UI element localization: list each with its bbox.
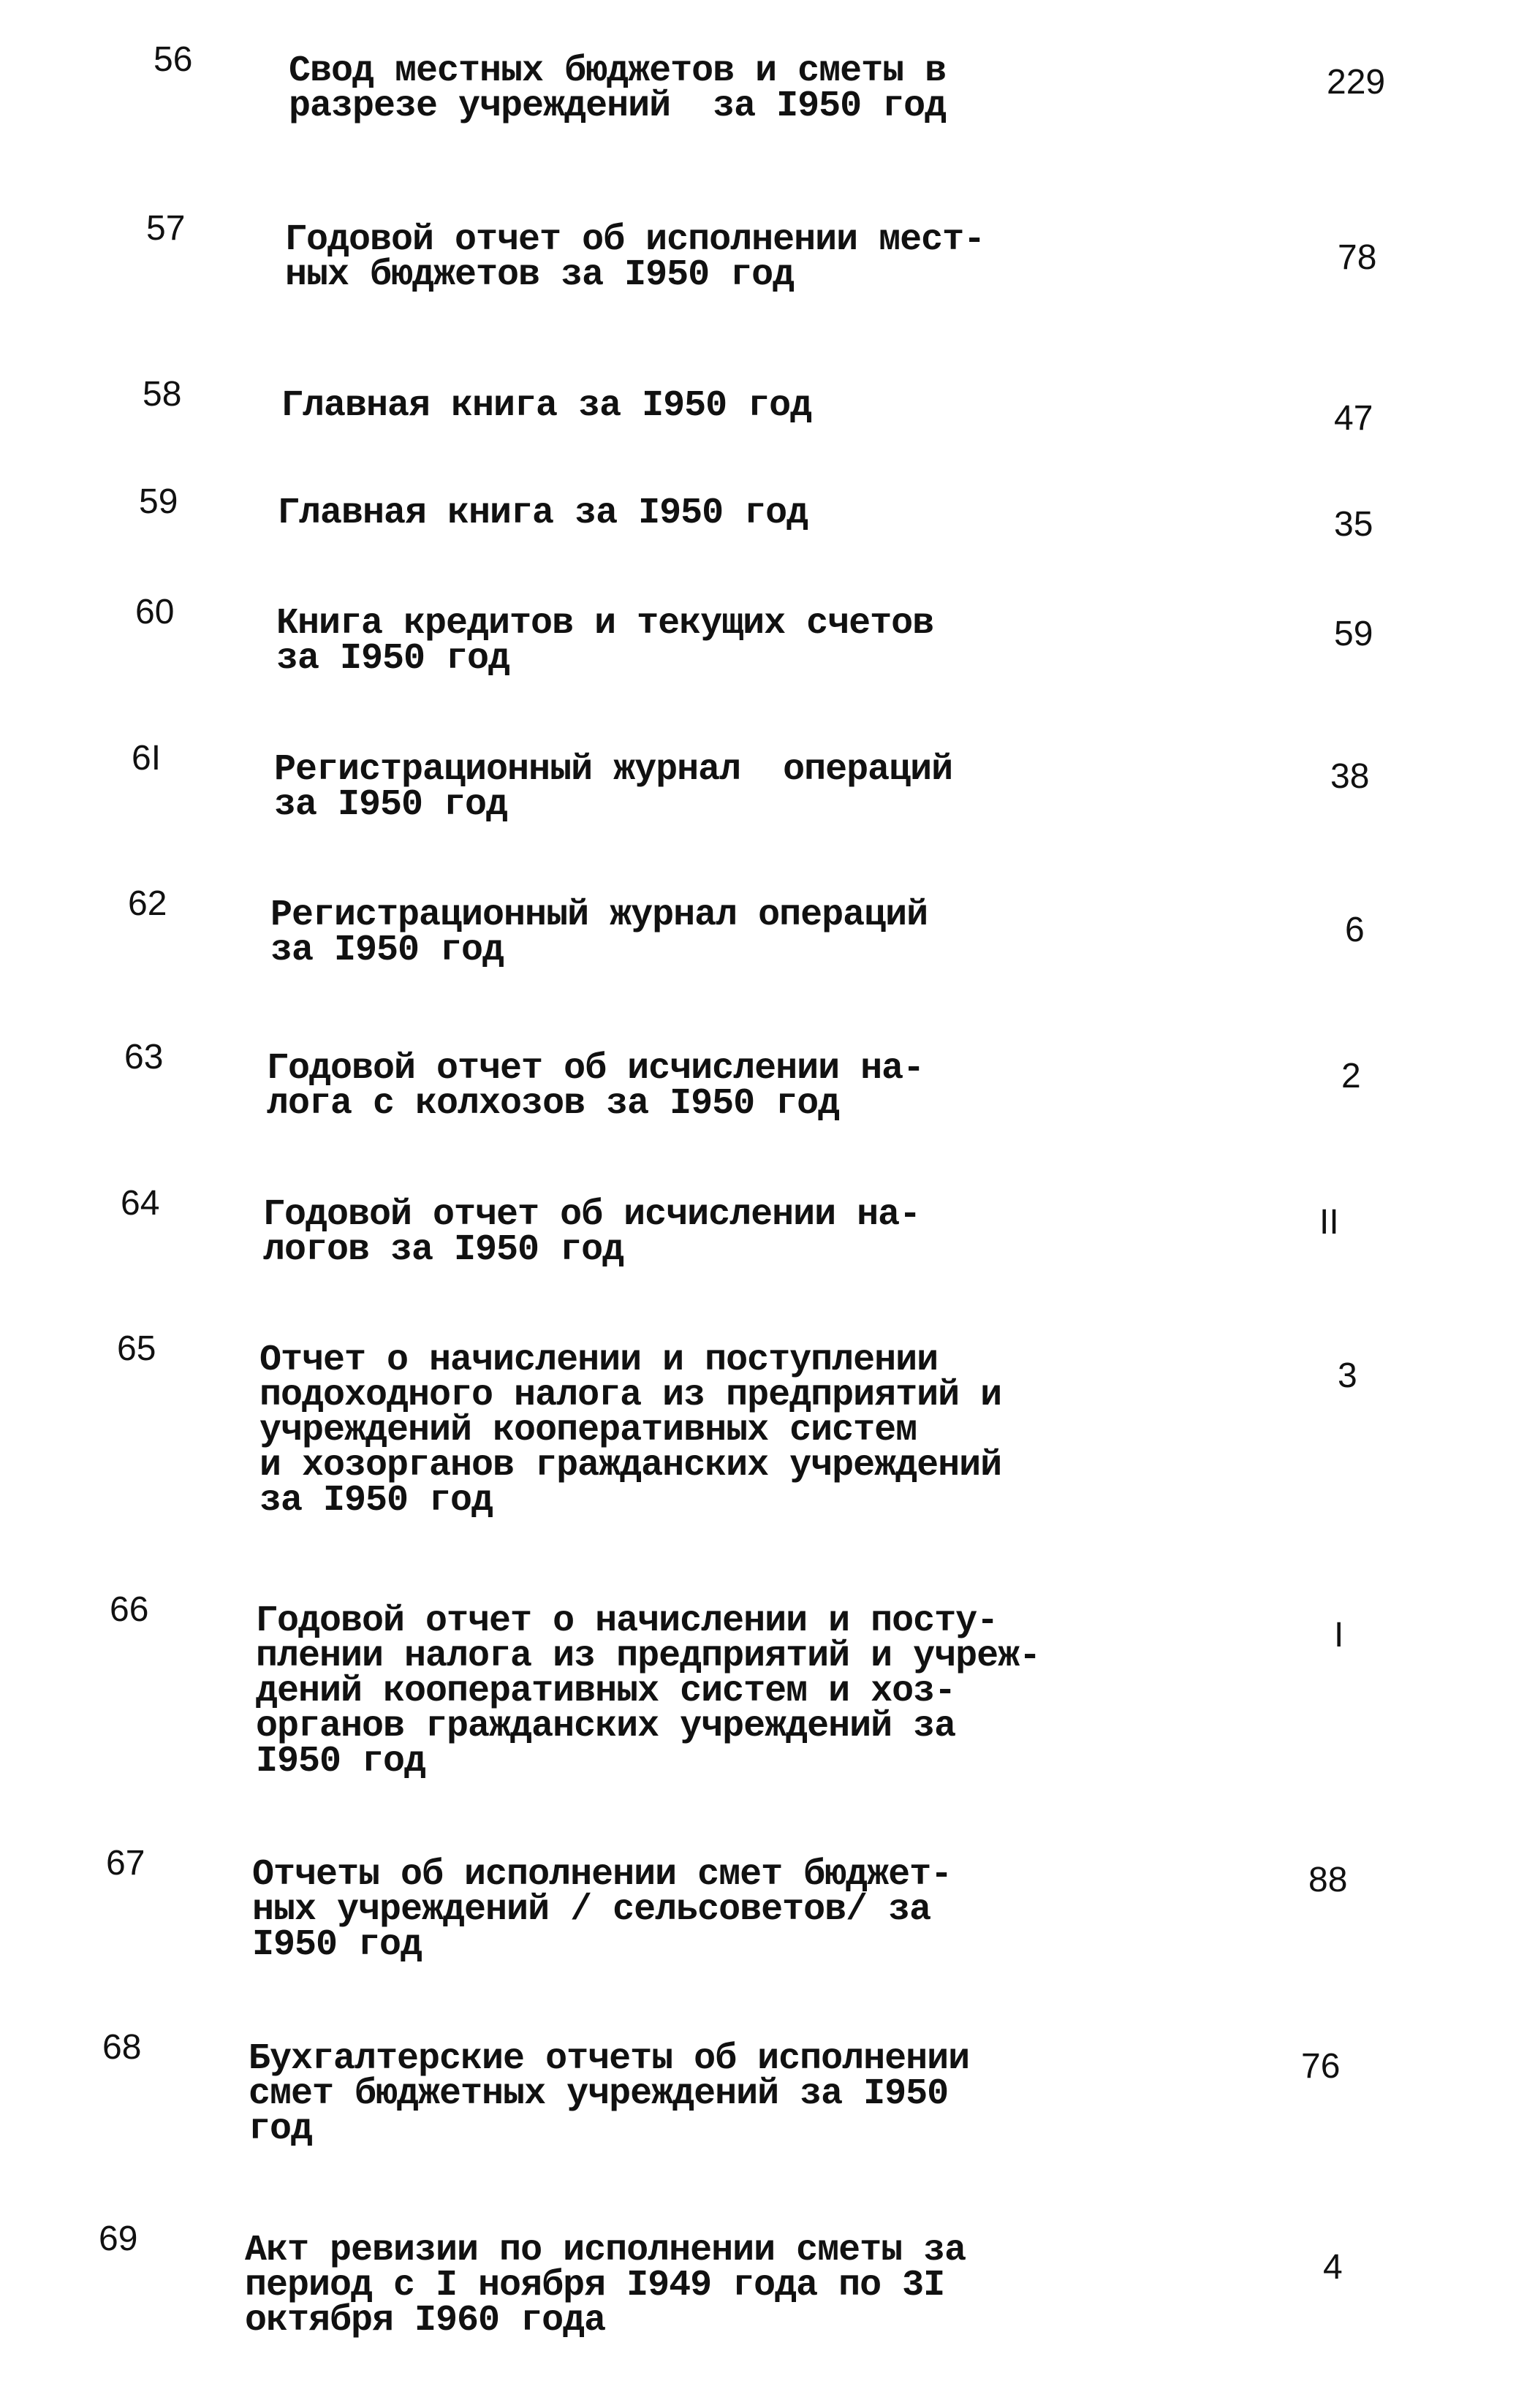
title-line: ных бюджетов за I950 год bbox=[285, 254, 795, 296]
title-line: Отчеты об исполнении смет бюджет- bbox=[252, 1854, 952, 1896]
title-line: разрезе учреждений за I950 год bbox=[289, 86, 947, 127]
title-line: за I950 год bbox=[270, 930, 504, 971]
title-line: плении налога из предприятий и учреж- bbox=[256, 1636, 1041, 1677]
title-line: ных учреждений / сельсоветов/ за bbox=[252, 1889, 931, 1931]
title-line: Годовой отчет об исчислении на- bbox=[263, 1194, 921, 1236]
entry-title bbox=[278, 493, 808, 534]
sheet-count: 4 bbox=[1323, 2248, 1343, 2287]
title-line: Бухгалтерские отчеты об исполнении bbox=[249, 2038, 970, 2080]
title-line: Годовой отчет об исполнении мест- bbox=[285, 219, 985, 261]
title-line: Главная книга за I950 год bbox=[278, 493, 808, 534]
entry-number: 64 bbox=[121, 1184, 160, 1223]
title-line: смет бюджетных учреждений за I950 bbox=[249, 2073, 949, 2115]
title-line: и хозорганов гражданских учреждений bbox=[259, 1445, 1002, 1486]
title-line: Регистрационный журнал операций bbox=[270, 895, 928, 936]
entry-title bbox=[259, 1340, 1002, 1522]
sheet-count: 47 bbox=[1334, 399, 1373, 438]
title-line: Годовой отчет об исчислении на- bbox=[267, 1048, 925, 1090]
entry-number: 69 bbox=[99, 2219, 138, 2258]
sheet-count: II bbox=[1319, 1203, 1339, 1242]
title-line: I950 год bbox=[256, 1741, 426, 1782]
sheet-count: 59 bbox=[1334, 615, 1373, 653]
title-line: Акт ревизии по исполнении сметы за bbox=[245, 2230, 966, 2271]
title-line: за I950 год bbox=[259, 1480, 493, 1522]
entry-title bbox=[276, 603, 934, 680]
entry-title bbox=[274, 749, 953, 826]
title-line: лога с колхозов за I950 год bbox=[267, 1083, 840, 1125]
sheet-count: 76 bbox=[1301, 2047, 1341, 2086]
entry-title bbox=[252, 1854, 952, 1966]
entry-number: 60 bbox=[135, 593, 175, 631]
entry-number: 6I bbox=[132, 739, 162, 778]
title-line: логов за I950 год bbox=[263, 1229, 624, 1271]
title-line: Отчет о начислении и поступлении bbox=[259, 1340, 939, 1381]
title-line: октября I960 года bbox=[245, 2300, 606, 2341]
title-line: подоходного налога из предприятий и bbox=[259, 1375, 1002, 1416]
title-line: I950 год bbox=[252, 1924, 422, 1966]
entry-number: 63 bbox=[124, 1038, 164, 1076]
sheet-count: 2 bbox=[1341, 1057, 1361, 1095]
entry-title bbox=[249, 2038, 970, 2150]
entry-number: 62 bbox=[128, 884, 167, 923]
title-line: за I950 год bbox=[276, 638, 510, 680]
entry-title bbox=[267, 1048, 925, 1125]
title-line: органов гражданских учреждений за bbox=[256, 1706, 956, 1747]
entry-title bbox=[263, 1194, 921, 1271]
entry-number: 65 bbox=[117, 1329, 156, 1368]
sheet-count: I bbox=[1334, 1616, 1344, 1655]
title-line: Свод местных бюджетов и сметы в bbox=[289, 50, 947, 92]
sheet-count: 6 bbox=[1345, 911, 1365, 949]
sheet-count: 78 bbox=[1338, 238, 1377, 277]
sheet-count: 35 bbox=[1334, 505, 1373, 544]
title-line: учреждений кооперативных систем bbox=[259, 1410, 917, 1451]
entry-number: 57 bbox=[146, 209, 186, 248]
entry-number: 68 bbox=[102, 2028, 142, 2067]
sheet-count: 88 bbox=[1308, 1861, 1348, 1899]
title-line: Регистрационный журнал операций bbox=[274, 749, 953, 791]
title-line: период с I ноября I949 года по 3I bbox=[245, 2265, 945, 2306]
entry-title bbox=[285, 219, 985, 296]
entry-title bbox=[289, 50, 947, 127]
sheet-count: 3 bbox=[1338, 1356, 1357, 1395]
sheet-count: 229 bbox=[1327, 63, 1386, 102]
entry-number: 59 bbox=[139, 482, 178, 521]
sheet-count: 38 bbox=[1330, 757, 1370, 796]
title-line: год bbox=[249, 2108, 313, 2150]
entry-title bbox=[256, 1600, 1041, 1782]
entry-title bbox=[245, 2230, 966, 2341]
entry-title bbox=[281, 385, 812, 427]
title-line: Годовой отчет о начислении и посту- bbox=[256, 1600, 998, 1642]
entry-number: 66 bbox=[110, 1590, 149, 1629]
entry-title bbox=[270, 895, 928, 971]
title-line: дений кооперативных систем и хоз- bbox=[256, 1671, 956, 1712]
title-line: Главная книга за I950 год bbox=[281, 385, 812, 427]
entry-number: 58 bbox=[143, 375, 182, 414]
entry-number: 56 bbox=[154, 40, 193, 79]
title-line: за I950 год bbox=[274, 784, 508, 826]
entry-number: 67 bbox=[106, 1844, 145, 1883]
title-line: Книга кредитов и текущих счетов bbox=[276, 603, 934, 645]
